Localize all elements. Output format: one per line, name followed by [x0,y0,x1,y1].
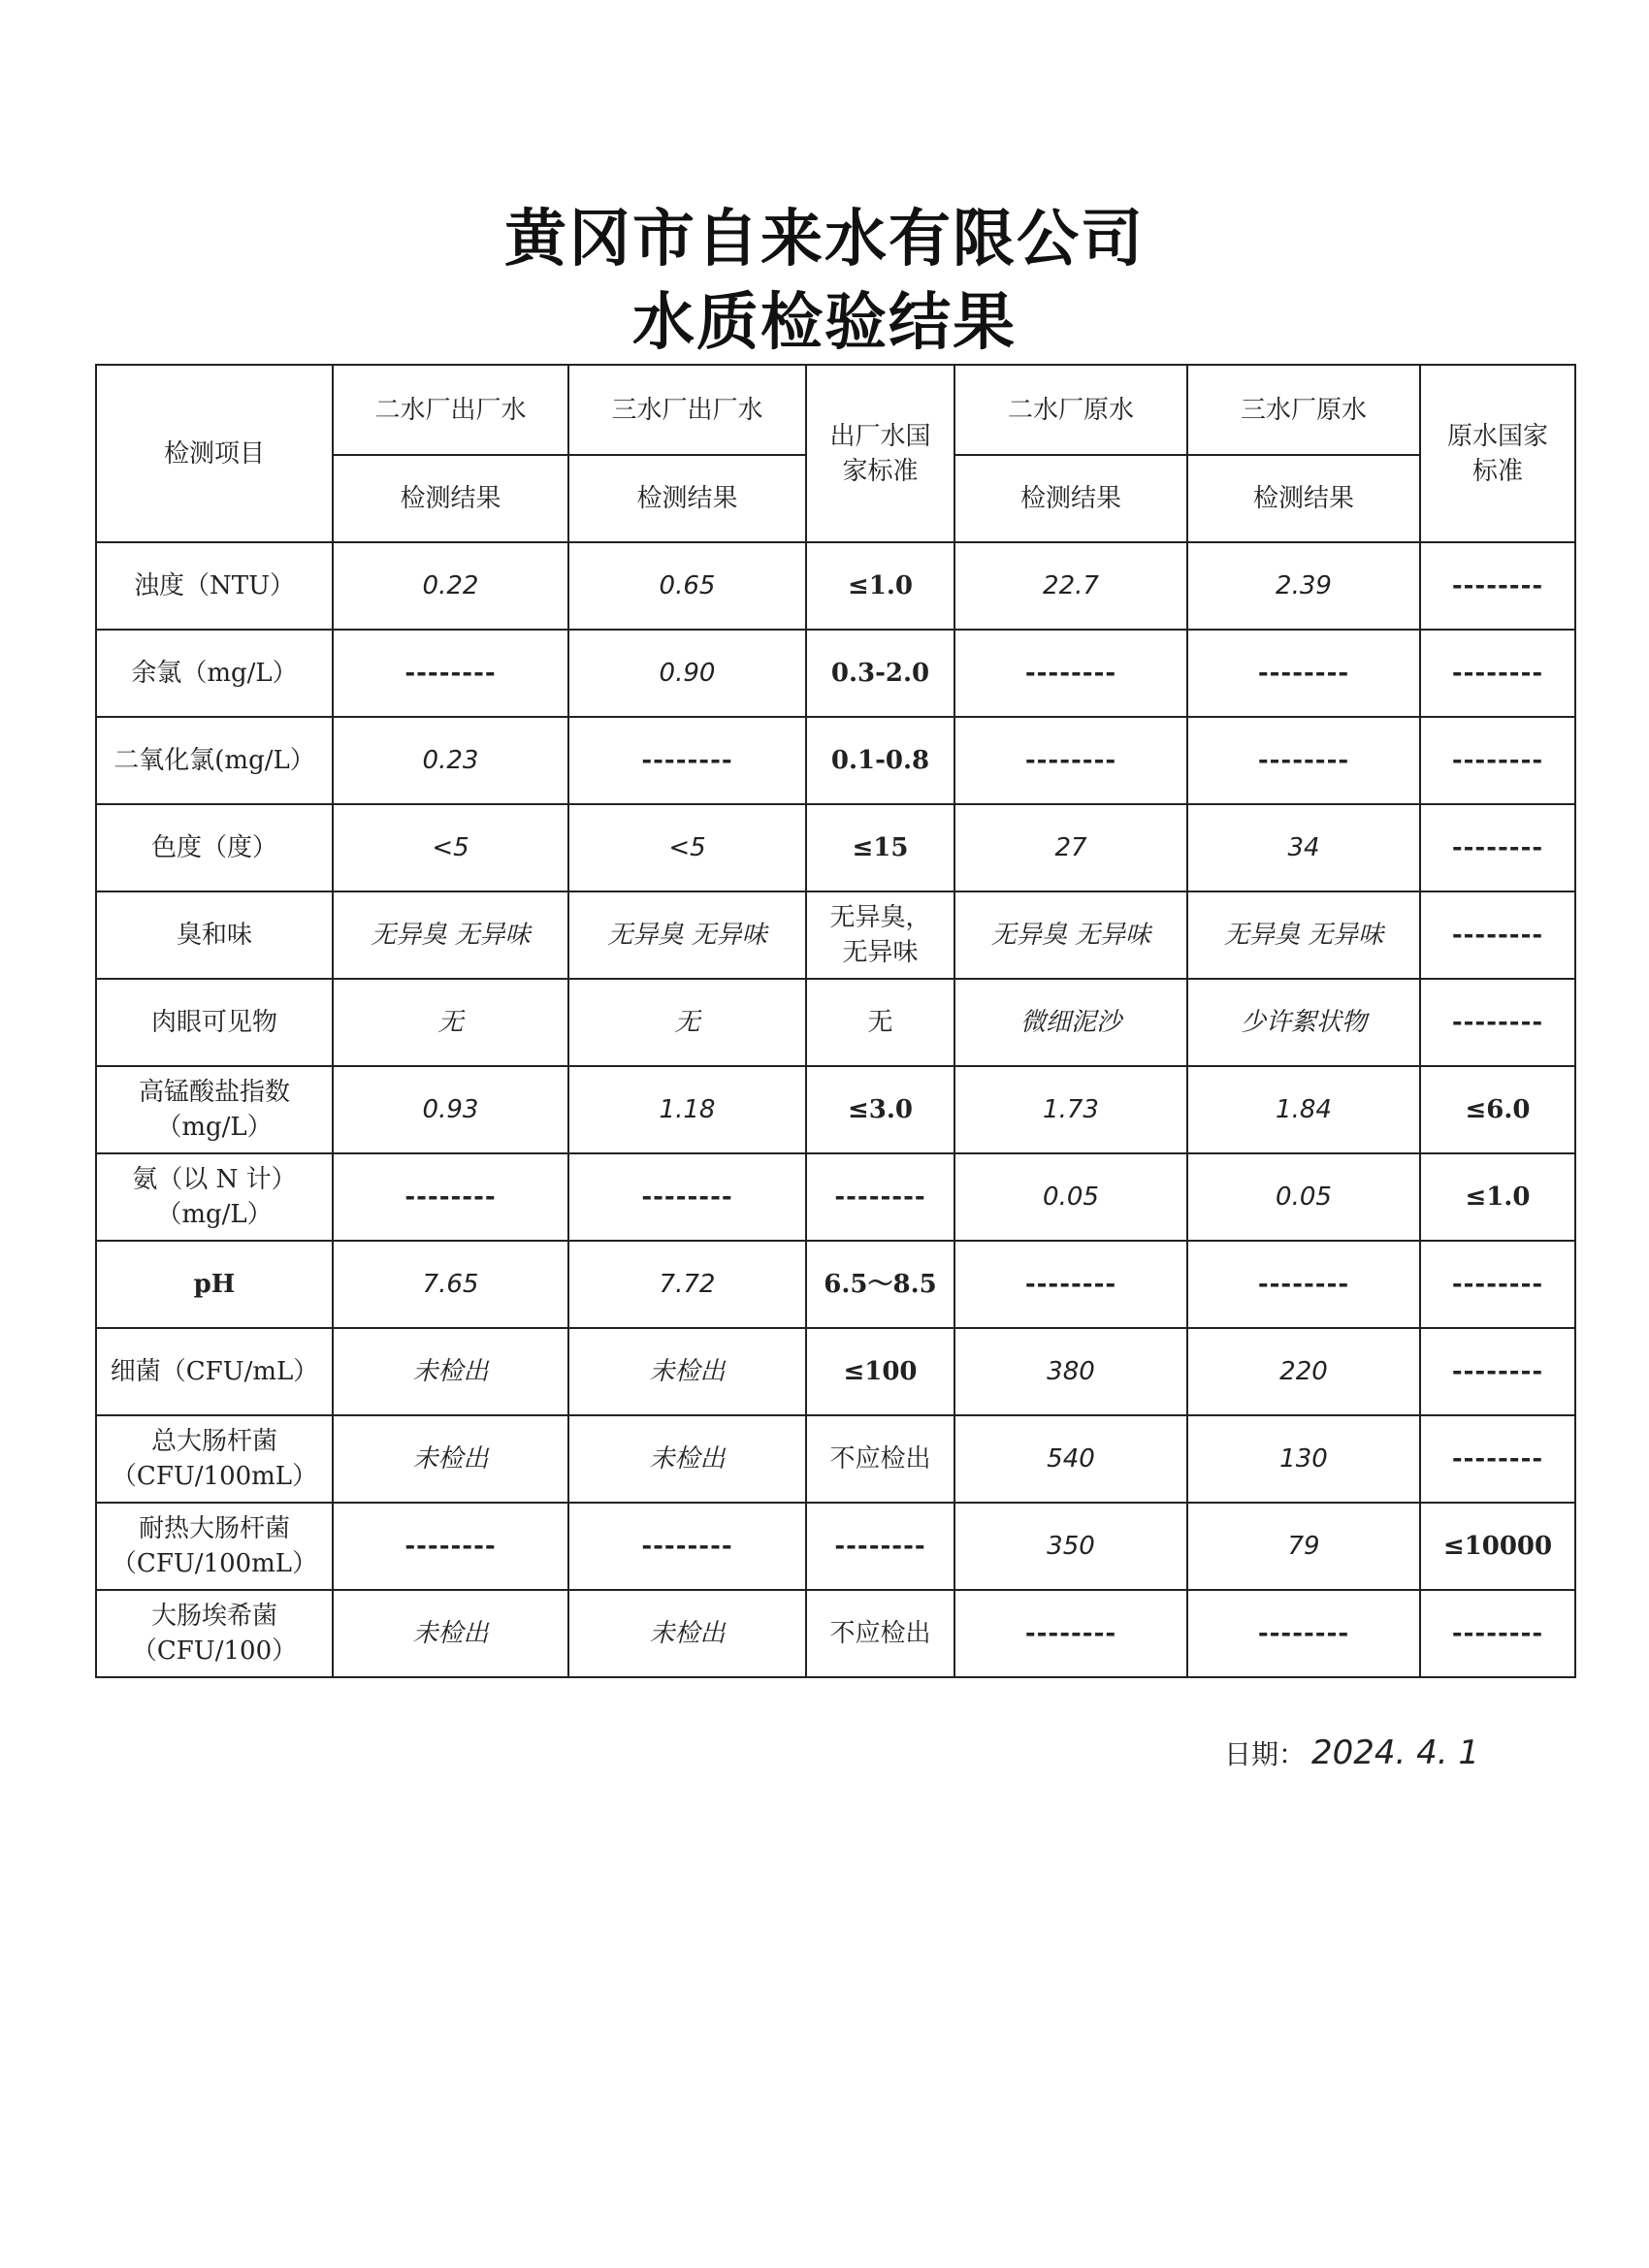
plant2-raw-result: -------- [954,630,1187,717]
outlet-national-standard [806,891,954,979]
standard-line: 无异臭， [829,903,931,932]
plant2-outlet-result: 0.23 [333,717,568,804]
raw-standard-header [1420,365,1575,542]
plant3-outlet-result: 未检出 [568,1328,806,1415]
item-label: 色度（度） [96,804,333,891]
plant3-raw-result: 少许絮状物 [1187,979,1420,1066]
item-label-unit: （CFU/100） [131,1636,298,1666]
item-label-line: 耐热大肠杆菌 [138,1514,290,1543]
outlet-national-standard: -------- [806,1153,954,1241]
plant2-outlet-result: 未检出 [333,1328,568,1415]
date-label: 日期： [1224,1738,1307,1770]
plant3-outlet-result: 未检出 [568,1590,806,1677]
plant2-outlet-result: 未检出 [333,1415,568,1503]
plant3-raw-result: -------- [1187,717,1420,804]
plant3-raw-result: 130 [1187,1415,1420,1503]
plant2-outlet-subheader: 检测结果 [333,455,568,542]
plant2-raw-header: 二水厂原水 [954,365,1187,455]
item-label: 细菌（CFU/mL） [96,1328,333,1415]
plant2-raw-result: -------- [954,717,1187,804]
outlet-national-standard: 无 [806,979,954,1066]
raw-national-standard: ≤6.0 [1420,1066,1575,1153]
raw-national-standard: ≤1.0 [1420,1153,1575,1241]
plant2-raw-result: 无异臭 无异味 [954,891,1187,979]
plant3-outlet-result: -------- [568,1503,806,1590]
plant3-outlet-result: 7.72 [568,1241,806,1328]
outlet-national-standard: ≤3.0 [806,1066,954,1153]
table-row [96,1066,1575,1153]
table-row [96,542,1575,630]
table-row [96,891,1575,979]
plant2-outlet-result: 未检出 [333,1590,568,1677]
item-label [96,1153,333,1241]
raw-national-standard: -------- [1420,1590,1575,1677]
item-label [96,1590,333,1677]
plant3-outlet-header: 三水厂出厂水 [568,365,806,455]
plant2-outlet-result: -------- [333,1153,568,1241]
document-title [0,198,1649,365]
water-quality-table [95,364,1576,1678]
item-label: 臭和味 [96,891,333,979]
company-name: 黄冈市自来水有限公司 [504,204,1145,275]
item-label: 浊度（NTU） [96,542,333,630]
report-title: 水质检验结果 [632,287,1017,359]
table-row [96,1415,1575,1503]
plant2-outlet-result: 无 [333,979,568,1066]
plant3-raw-header: 三水厂原水 [1187,365,1420,455]
outlet-national-standard: 0.1-0.8 [806,717,954,804]
plant3-outlet-result: <5 [568,804,806,891]
item-label: 肉眼可见物 [96,979,333,1066]
plant2-raw-subheader: 检测结果 [954,455,1187,542]
plant3-outlet-result: 0.90 [568,630,806,717]
table-row [96,630,1575,717]
item-label-line: 大肠埃希菌 [150,1602,277,1631]
plant3-outlet-result: 无异臭 无异味 [568,891,806,979]
plant2-raw-result: 1.73 [954,1066,1187,1153]
plant3-raw-result: 无异臭 无异味 [1187,891,1420,979]
table-row [96,1503,1575,1590]
plant3-outlet-result: 1.18 [568,1066,806,1153]
raw-national-standard: -------- [1420,979,1575,1066]
plant2-outlet-result: 无异臭 无异味 [333,891,568,979]
plant3-outlet-result: 0.65 [568,542,806,630]
header-line: 标准 [1471,456,1523,486]
item-label-line: 总大肠杆菌 [150,1427,277,1456]
plant2-outlet-result: 0.22 [333,542,568,630]
outlet-national-standard: 不应检出 [806,1590,954,1677]
table-row [96,1241,1575,1328]
table-row [96,1328,1575,1415]
outlet-national-standard: 0.3-2.0 [806,630,954,717]
outlet-national-standard: ≤1.0 [806,542,954,630]
outlet-national-standard: -------- [806,1503,954,1590]
outlet-national-standard: ≤100 [806,1328,954,1415]
plant3-raw-result: 1.84 [1187,1066,1420,1153]
plant2-raw-result: -------- [954,1590,1187,1677]
item-label [96,1066,333,1153]
raw-national-standard: -------- [1420,804,1575,891]
raw-national-standard: -------- [1420,1241,1575,1328]
raw-national-standard: -------- [1420,891,1575,979]
outlet-national-standard: 不应检出 [806,1415,954,1503]
table-row [96,1153,1575,1241]
item-label-unit: （mg/L） [156,1113,273,1142]
date-value: 2024. 4. 1 [1311,1733,1480,1772]
header-line: 家标准 [842,456,919,486]
plant2-outlet-result: -------- [333,1503,568,1590]
plant2-raw-result: 540 [954,1415,1187,1503]
plant2-raw-result: 0.05 [954,1153,1187,1241]
raw-national-standard: -------- [1420,717,1575,804]
plant3-raw-result: 79 [1187,1503,1420,1590]
header-line: 出厂水国 [829,421,931,451]
item-label: pH [96,1241,333,1328]
report-date [1224,1729,1479,1779]
item-label-line: 高锰酸盐指数 [138,1078,290,1107]
item-label: 余氯（mg/L） [96,630,333,717]
raw-national-standard: -------- [1420,1328,1575,1415]
item-label-unit: （mg/L） [156,1200,273,1229]
table-row [96,804,1575,891]
item-label-unit: （CFU/100mL） [111,1462,318,1491]
plant3-outlet-result: 未检出 [568,1415,806,1503]
plant3-outlet-result: 无 [568,979,806,1066]
standard-line: 无异味 [842,938,919,967]
plant3-raw-result: -------- [1187,1241,1420,1328]
plant2-raw-result: 380 [954,1328,1187,1415]
outlet-national-standard: ≤15 [806,804,954,891]
plant2-outlet-result: <5 [333,804,568,891]
raw-national-standard: -------- [1420,542,1575,630]
table-row [96,717,1575,804]
raw-national-standard: -------- [1420,1415,1575,1503]
plant2-outlet-header: 二水厂出厂水 [333,365,568,455]
item-label [96,1503,333,1590]
plant2-outlet-result: -------- [333,630,568,717]
plant3-outlet-subheader: 检测结果 [568,455,806,542]
plant2-raw-result: -------- [954,1241,1187,1328]
plant3-raw-result: 0.05 [1187,1153,1420,1241]
header-line: 原水国家 [1446,421,1548,451]
outlet-national-standard: 6.5～8.5 [806,1241,954,1328]
item-label-line: 氨（以 N 计） [132,1165,297,1194]
plant2-outlet-result: 7.65 [333,1241,568,1328]
plant3-raw-result: 220 [1187,1328,1420,1415]
plant3-raw-result: 34 [1187,804,1420,891]
item-header: 检测项目 [96,365,333,542]
plant2-raw-result: 27 [954,804,1187,891]
plant2-raw-result: 22.7 [954,542,1187,630]
outlet-standard-header [806,365,954,542]
raw-national-standard: ≤10000 [1420,1503,1575,1590]
plant3-outlet-result: -------- [568,717,806,804]
plant3-outlet-result: -------- [568,1153,806,1241]
plant3-raw-result: -------- [1187,630,1420,717]
raw-national-standard: -------- [1420,630,1575,717]
item-label: 二氧化氯(mg/L） [96,717,333,804]
item-label [96,1415,333,1503]
plant3-raw-result: 2.39 [1187,542,1420,630]
table-row [96,979,1575,1066]
plant3-raw-result: -------- [1187,1590,1420,1677]
plant2-raw-result: 微细泥沙 [954,979,1187,1066]
plant3-raw-subheader: 检测结果 [1187,455,1420,542]
plant2-raw-result: 350 [954,1503,1187,1590]
plant2-outlet-result: 0.93 [333,1066,568,1153]
table-row [96,1590,1575,1677]
header-row [96,365,1575,455]
item-label-unit: （CFU/100mL） [111,1549,318,1578]
